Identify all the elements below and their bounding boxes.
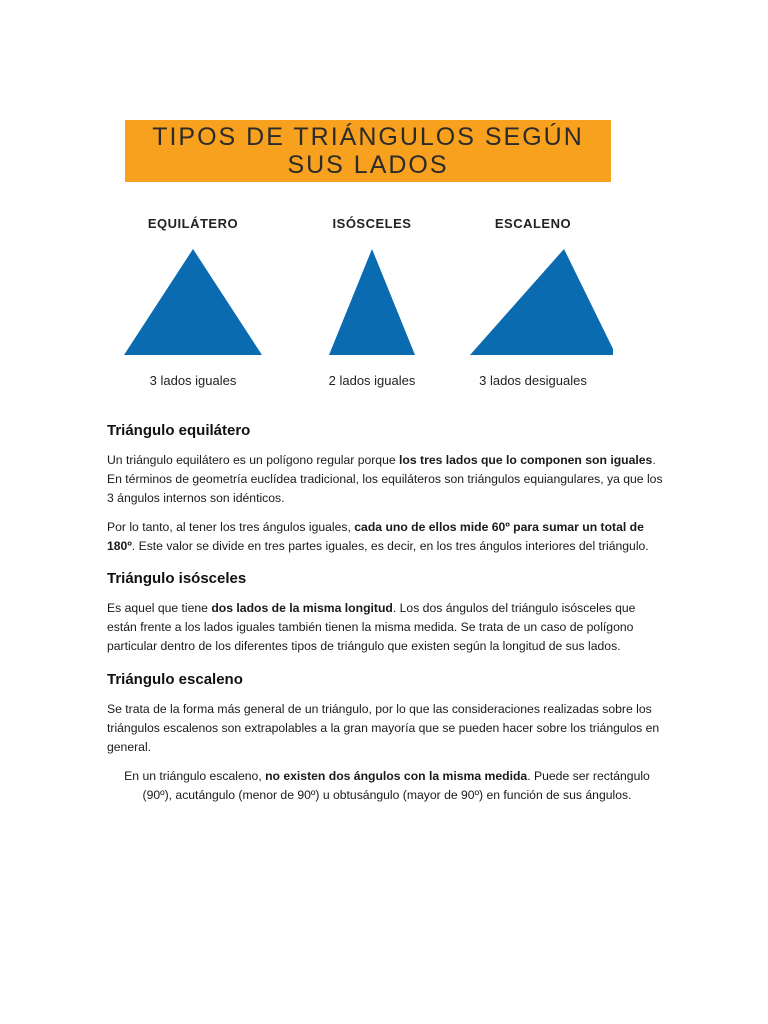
- bold-text: los tres lados que lo componen son iguales: [399, 453, 653, 467]
- scalene-triangle-shape: [453, 249, 613, 357]
- text-span: En un triángulo escaleno,: [124, 769, 266, 783]
- paragraph: Se trata de la forma más general de un triángulo, por lo que las consideraciones realizadas sobre los triángulos escalenos son extrapolables a la gran mayoría que se pueden hacer sobre los triángulos en general.: [107, 702, 660, 754]
- paragraph: [107, 451, 667, 508]
- text-span: Por lo tanto, al tener los tres ángulos iguales,: [107, 520, 355, 534]
- text-span: . En términos de geometría euclídea tradicional, los equiláteros son triángulos equiangulares, ya que los 3 ángulos internos son idénticos.: [107, 453, 663, 505]
- triangle-caption: 3 lados iguales: [149, 373, 237, 388]
- paragraph: [107, 599, 667, 656]
- section-isosceles: [107, 570, 667, 656]
- bold-text: cada uno de ellos mide 60º para sumar un total de 180º: [107, 520, 644, 553]
- isosceles-triangle-shape: [302, 249, 442, 357]
- triangle-caption: 3 lados desiguales: [479, 373, 587, 388]
- triangle-caption: 2 lados iguales: [328, 373, 416, 388]
- bold-text: no existen dos ángulos con la misma medida: [265, 769, 528, 783]
- triangle-name: EQUILÁTERO: [147, 216, 239, 231]
- section-title: Triángulo escaleno: [107, 671, 243, 688]
- triangle-equilatero: [103, 216, 283, 388]
- paragraph-centered: [107, 767, 667, 805]
- section-escaleno: [107, 671, 667, 805]
- triangle-escaleno: [443, 216, 623, 388]
- banner-title-line1: TIPOS DE TRIÁNGULOS SEGÚN: [152, 123, 584, 151]
- equilateral-triangle-shape: [123, 249, 263, 357]
- text-span: . Los dos ángulos del triángulo isósceles que están frente a los lados iguales también tienen la misma medida. Se trata de un caso de polígono particular dentro de los diferentes tipos de triángulo que existen según la longitud de sus lados.: [107, 601, 636, 653]
- triangle-isosceles: [282, 216, 462, 388]
- title-banner: [125, 120, 611, 182]
- section-equilatero: [107, 422, 667, 556]
- bold-text: dos lados de la misma longitud: [211, 601, 393, 615]
- text-span: Es aquel que tiene: [107, 601, 212, 615]
- text-span: . Puede ser rectángulo (90º), acutángulo (menor de 90º) u obtusángulo (mayor de 90º) en función de sus ángulos.: [142, 769, 650, 802]
- text-span: Un triángulo equilátero es un polígono regular porque: [107, 453, 400, 467]
- section-title: Triángulo isósceles: [107, 570, 247, 587]
- triangle-name: ESCALENO: [494, 216, 572, 231]
- text-span: . Este valor se divide en tres partes iguales, es decir, en los tres ángulos interiores del triángulo.: [131, 539, 649, 553]
- triangle-name: ISÓSCELES: [332, 216, 412, 231]
- paragraph: [107, 518, 667, 556]
- section-title: Triángulo equilátero: [107, 422, 251, 439]
- banner-title-line2: SUS LADOS: [287, 151, 449, 179]
